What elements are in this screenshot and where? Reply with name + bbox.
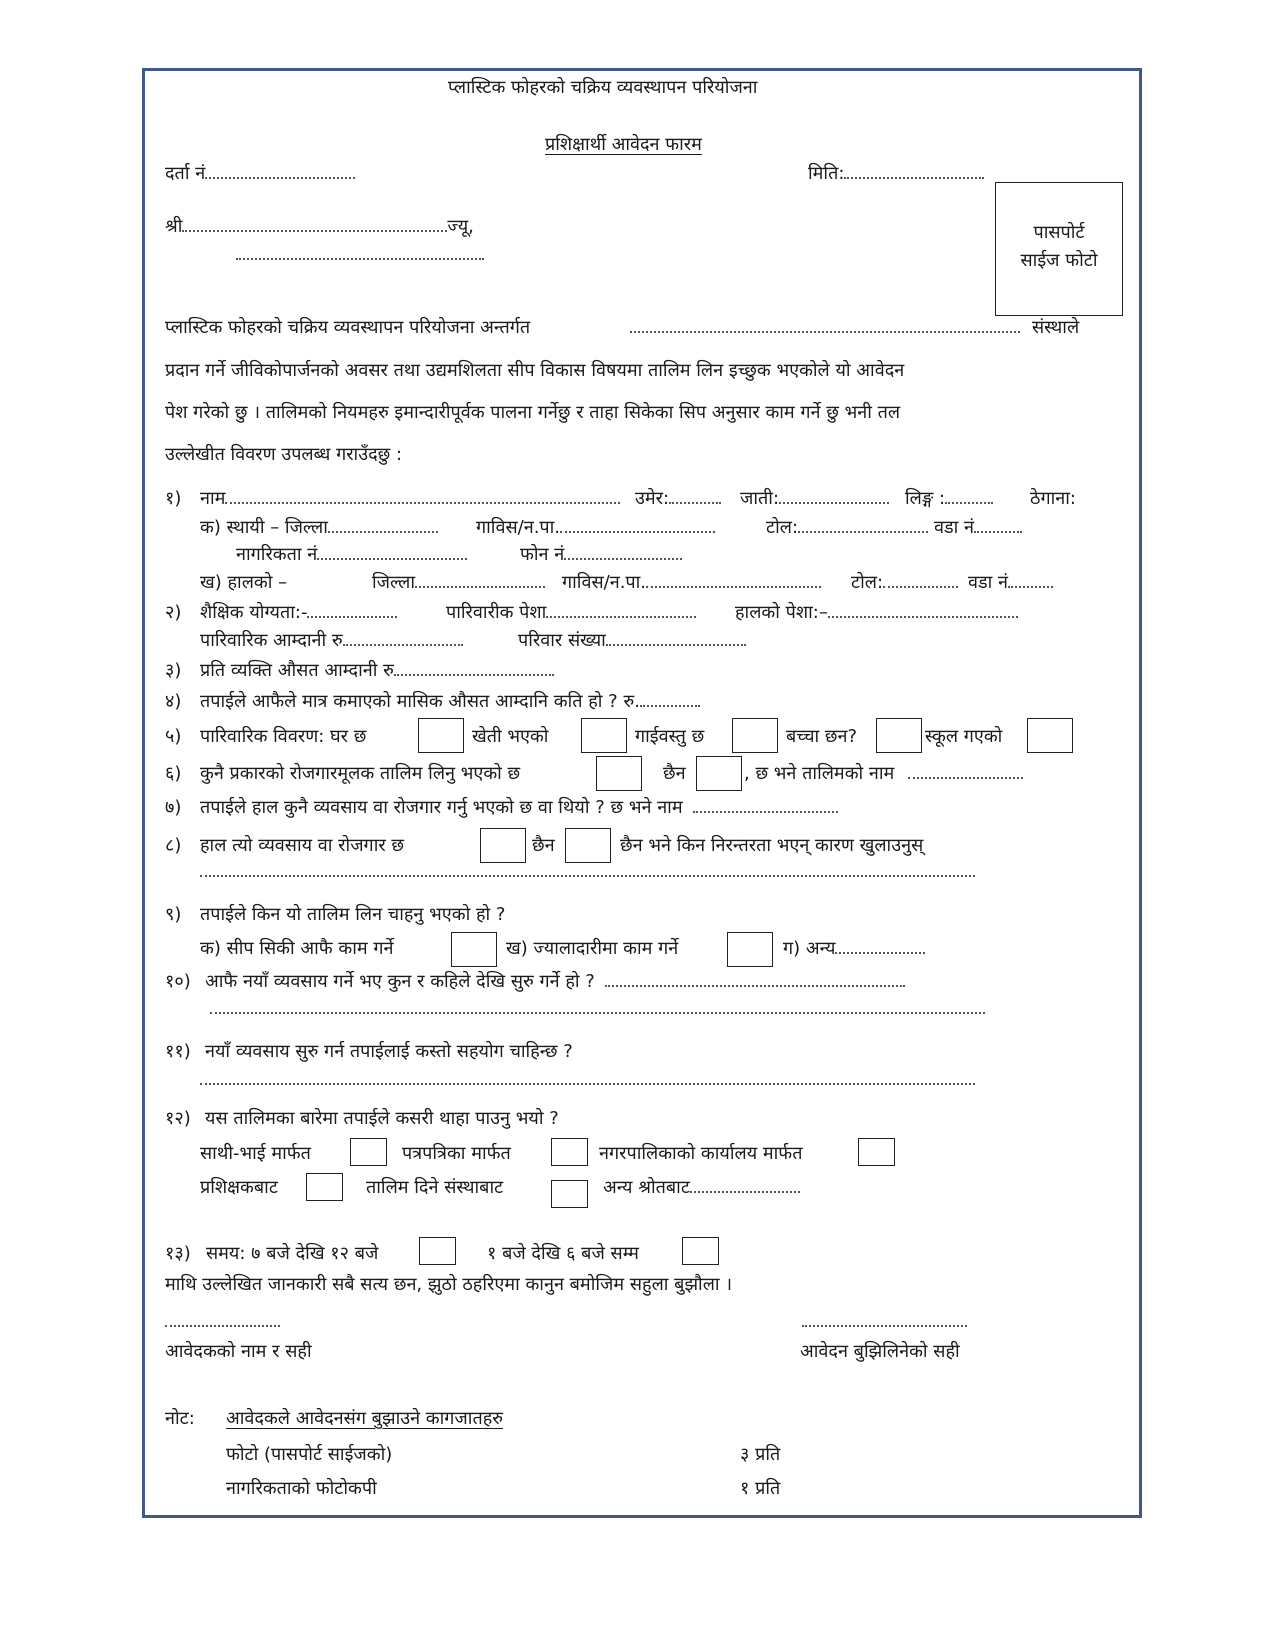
training-org-label: तालिम दिने संस्थाबाट — [366, 1177, 504, 1198]
wage-labor-label: ख) ज्यालादारीमा काम गर्ने — [506, 938, 679, 959]
children-checkbox[interactable] — [876, 718, 922, 753]
receiver-signature-label: आवेदन बुझिलिनेको सही — [800, 1341, 960, 1362]
q7-num: ७) — [165, 797, 182, 818]
friends-checkbox[interactable] — [350, 1138, 387, 1166]
photo-label-line2: साईज फोटो — [1020, 250, 1098, 271]
house-label: पारिवारिक विवरण: घर छ — [200, 726, 367, 747]
declaration-text: माथि उल्लेखित जानकारी सबै सत्य छन, झुठो ठहरिएमा कानुन बमोजिम सहुला बुझौला । — [165, 1274, 733, 1295]
training-yes-checkbox[interactable] — [596, 756, 642, 791]
permanent-tole-field[interactable]: टोल: — [766, 516, 928, 540]
q10-num: १०) — [165, 971, 191, 992]
q11-num: ११) — [165, 1041, 191, 1062]
intro-line-1: प्लास्टिक फोहरको चक्रिय व्यवस्थापन परियोजना अन्तर्गत — [165, 317, 531, 338]
citizenship-field[interactable]: नागरिकता नं — [236, 543, 467, 567]
self-employment-label: क) सीप सिकी आफै काम गर्ने — [200, 938, 394, 959]
morning-slot-checkbox[interactable] — [419, 1237, 456, 1265]
municipality-checkbox[interactable] — [858, 1138, 895, 1166]
education-field[interactable]: शैक्षिक योग्यता:- — [200, 601, 397, 625]
note-item-citizenship-count: १ प्रति — [740, 1478, 781, 1499]
other-reason-field[interactable]: ग) अन्य — [783, 937, 925, 961]
q12-num: १२) — [165, 1108, 191, 1129]
training-org-checkbox[interactable] — [551, 1180, 588, 1208]
business-no-checkbox[interactable] — [565, 828, 611, 863]
name-field[interactable]: नाम — [200, 487, 620, 511]
municipality-label: नगरपालिकाको कार्यालय मार्फत — [599, 1143, 803, 1164]
gender-field[interactable]: लिङ्ग : — [905, 487, 993, 511]
farming-label: खेती भएको — [472, 726, 549, 747]
intro-line-3: पेश गरेको छु । तालिमको नियमहरु इमान्दारीपूर्वक पालना गर्नेछु र ताहा सिकेका सिप अनुसार काम गर्ने छु भनी तल — [165, 402, 901, 423]
trainer-checkbox[interactable] — [306, 1173, 343, 1201]
current-address-label: ख) हालको – — [200, 572, 288, 593]
permanent-vdc-field[interactable]: गाविस/न.पा. — [476, 516, 715, 540]
date-field[interactable] — [808, 162, 984, 186]
current-vdc-field[interactable]: गाविस/न.पा. — [562, 571, 821, 595]
note-heading: आवेदकले आवेदनसंग बुझाउने कागजातहरु — [226, 1408, 504, 1429]
q2-num: २) — [165, 602, 182, 623]
current-tole-field[interactable]: टोल: — [851, 571, 958, 595]
new-business-line-2[interactable] — [210, 997, 985, 1021]
afternoon-slot-checkbox[interactable] — [682, 1237, 719, 1265]
current-district-field[interactable]: जिल्ला — [372, 571, 545, 595]
registration-number-field[interactable] — [165, 162, 355, 186]
farming-checkbox[interactable] — [581, 718, 627, 753]
friends-label: साथी-भाई मार्फत — [200, 1143, 311, 1164]
q3-num: ३) — [165, 660, 182, 681]
self-employment-checkbox[interactable] — [451, 932, 497, 967]
intro-line-2: प्रदान गर्ने जीविकोपार्जनको अवसर तथा उद्यमशिलता सीप विकास विषयमा तालिम लिन इच्छुक भएकोले यो आवेदन — [165, 360, 905, 381]
training-name-field[interactable]: , छ भने तालिमको नाम — [744, 762, 1023, 786]
school-label: स्कूल गएको — [925, 726, 1003, 747]
new-business-field[interactable]: आफै नयाँ व्यवसाय गर्ने भए कुन र कहिले देखि सुरु गर्ने हो ? — [205, 970, 905, 994]
family-occupation-field[interactable]: पारिवारीक पेशा — [446, 601, 696, 625]
page-border — [142, 68, 1142, 1518]
training-no-checkbox[interactable] — [696, 756, 742, 791]
current-ward-field[interactable]: वडा नं — [968, 571, 1053, 595]
organization-field[interactable] — [630, 316, 1020, 340]
permanent-ward-field[interactable]: वडा नं — [934, 516, 1022, 540]
newspaper-label: पत्रपत्रिका मार्फत — [402, 1143, 511, 1164]
note-item-photo: फोटो (पासपोर्ट साईजको) — [226, 1444, 393, 1465]
q12-question: यस तालिमका बारेमा तपाईले कसरी थाहा पाउनु भयो ? — [205, 1108, 559, 1129]
q8-num: ८) — [165, 835, 182, 856]
children-label: बच्चा छन? — [786, 726, 858, 747]
caste-field[interactable]: जाती: — [740, 487, 889, 511]
q5-num: ५) — [165, 726, 182, 747]
trainer-label: प्रशिक्षकबाट — [200, 1177, 278, 1198]
support-needed-label: नयाँ व्यवसाय सुरु गर्न तपाईलाई कस्तो सहयोग चाहिन्छ ? — [205, 1041, 573, 1062]
note-label: नोट: — [165, 1408, 195, 1429]
livestock-label: गाईवस्तु छ — [635, 726, 705, 747]
age-field[interactable]: उमेर: — [635, 487, 721, 511]
training-no-label: छैन — [663, 763, 686, 784]
q13-num: १३) — [165, 1243, 191, 1264]
business-name-field[interactable]: तपाईले हाल कुनै व्यवसाय वा रोजगार गर्नु भएको छ वा थियो ? छ भने नाम — [200, 796, 838, 820]
livestock-checkbox[interactable] — [732, 718, 778, 753]
photo-label-line1: पासपोर्ट — [1033, 222, 1085, 243]
business-no-label: छैन — [532, 835, 555, 856]
other-source-field[interactable]: अन्य श्रोतबाट — [603, 1176, 800, 1200]
recipient-field[interactable] — [165, 215, 474, 239]
monthly-income-field[interactable]: तपाईले आफैले मात्र कमाएको मासिक औसत आम्दानि कति हो ? रु. — [200, 690, 700, 714]
family-size-field[interactable]: परिवार संख्या — [518, 629, 746, 653]
q1-num: १) — [165, 488, 182, 509]
support-needed-field[interactable] — [200, 1068, 975, 1092]
phone-field[interactable]: फोन नं — [520, 543, 682, 567]
afternoon-slot-label: १ बजे देखि ६ बजे सम्म — [487, 1243, 639, 1264]
applicant-signature-line[interactable] — [165, 1310, 280, 1334]
note-item-citizenship: नागरिकताको फोटोकपी — [226, 1478, 377, 1499]
morning-slot-label: समय: ७ बजे देखि १२ बजे — [206, 1243, 379, 1264]
applicant-signature-label: आवेदकको नाम र सही — [165, 1341, 312, 1362]
registration-number-label: दर्ता नं — [165, 163, 206, 184]
recipient-suffix: ज्यू, — [447, 216, 474, 237]
q9-num: ९) — [165, 904, 182, 925]
business-reason-field[interactable] — [200, 860, 975, 884]
address-label: ठेगाना: — [1030, 488, 1076, 509]
house-checkbox[interactable] — [418, 718, 464, 753]
training-label: कुनै प्रकारको रोजगारमूलक तालिम लिनु भएको छ — [200, 763, 521, 784]
business-yes-checkbox[interactable] — [480, 828, 526, 863]
q4-num: ४) — [165, 691, 182, 712]
permanent-district-field[interactable]: क) स्थायी – जिल्ला — [200, 516, 438, 540]
date-label: मिति: — [808, 163, 845, 184]
family-income-field[interactable]: पारिवारिक आम्दानी रु — [200, 629, 463, 653]
recipient-address-line[interactable] — [236, 243, 484, 267]
business-reason-label: छैन भने किन निरन्तरता भएन् कारण खुलाउनुस् — [620, 835, 924, 856]
form-subtitle: प्रशिक्षार्थी आवेदन फारम — [545, 134, 702, 155]
form-title: प्लास्टिक फोहरको चक्रिय व्यवस्थापन परियोजना — [448, 77, 758, 98]
current-occupation-field[interactable]: हालको पेशा:– — [735, 601, 1018, 625]
q6-num: ६) — [165, 763, 182, 784]
newspaper-checkbox[interactable] — [551, 1138, 588, 1166]
wage-labor-checkbox[interactable] — [727, 932, 773, 967]
business-status-label: हाल त्यो व्यवसाय वा रोजगार छ — [200, 835, 405, 856]
passport-photo-box[interactable] — [995, 182, 1123, 316]
recipient-label: श्री — [165, 216, 183, 237]
intro-line-4: उल्लेखीत विवरण उपलब्ध गराउँदछु : — [165, 444, 403, 465]
q9-question: तपाईले किन यो तालिम लिन चाहनु भएको हो ? — [200, 904, 506, 925]
school-checkbox[interactable] — [1027, 718, 1073, 753]
receiver-signature-line[interactable] — [802, 1310, 967, 1334]
per-capita-income-field[interactable]: प्रति व्यक्ति औसत आम्दानी रु — [200, 659, 554, 683]
note-item-photo-count: ३ प्रति — [740, 1444, 781, 1465]
intro-line-1-end: संस्थाले — [1032, 317, 1080, 338]
